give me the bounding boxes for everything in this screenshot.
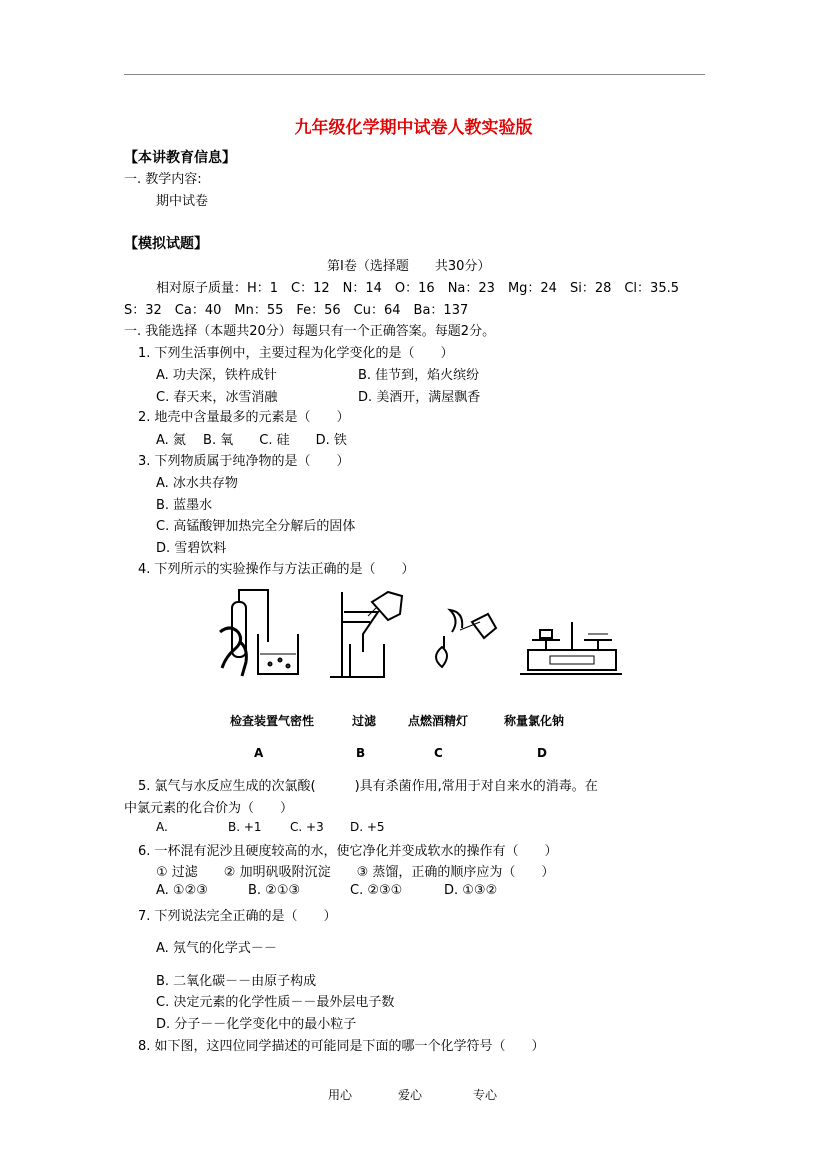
q8-stem: 8. 如下图，这四位同学描述的可能同是下面的哪一个化学符号（ ） bbox=[138, 1039, 545, 1054]
footer-text-3: 专心 bbox=[473, 1088, 498, 1102]
q4-stem: 4. 下列所示的实验操作与方法正确的是（ ） bbox=[138, 562, 415, 577]
q6-stem: 6. 一杯混有泥沙且硬度较高的水，使它净化并变成软水的操作有（ ） bbox=[138, 844, 558, 859]
q1-option-b: B. 佳节到，焰火缤纷 bbox=[358, 368, 480, 383]
section-heading-info: 【本讲教育信息】 bbox=[124, 150, 236, 166]
q4-letter-a: A bbox=[254, 746, 264, 760]
q6-steps: ① 过滤 ② 加明矾吸附沉淀 ③ 蒸馏，正确的顺序应为（ ） bbox=[156, 865, 555, 880]
q4-letter-b: B bbox=[356, 746, 366, 760]
q7-option-d: D. 分子－－化学变化中的最小粒子 bbox=[156, 1017, 357, 1032]
filtration-illustration bbox=[330, 592, 402, 677]
q1-option-a: A. 功夫深，铁杵成针 bbox=[156, 368, 277, 383]
q2-stem: 2. 地壳中含量最多的元素是（ ） bbox=[138, 410, 350, 425]
airtightness-check-illustration bbox=[220, 590, 298, 676]
paper-part-heading: 第Ⅰ卷（选择题 共30分） bbox=[327, 259, 491, 274]
q6-option-a: A. ①②③ bbox=[156, 883, 208, 898]
balance-illustration bbox=[520, 622, 622, 674]
q1-option-d: D. 美酒开，满屋飘香 bbox=[358, 390, 481, 405]
teaching-content-label: 一. 教学内容: bbox=[124, 172, 202, 187]
q3-option-d: D. 雪碧饮料 bbox=[156, 541, 227, 556]
q4-caption-a: 检查装置气密性 bbox=[230, 714, 315, 728]
footer-text-1: 用心 bbox=[328, 1088, 353, 1102]
q5-option-c: C. +3 bbox=[290, 820, 324, 834]
atomic-mass-line2: S：32 Ca：40 Mn：55 Fe：56 Cu：64 Ba：137 bbox=[124, 303, 469, 318]
q4-caption-b: 过滤 bbox=[352, 714, 377, 728]
q4-letter-c: C bbox=[434, 746, 443, 760]
q4-letter-d: D bbox=[537, 746, 547, 760]
q2-options: A. 氮 B. 氧 C. 硅 D. 铁 bbox=[156, 433, 347, 448]
q3-option-a: A. 冰水共存物 bbox=[156, 476, 238, 491]
alcohol-lamp-illustration bbox=[436, 610, 496, 667]
q6-option-d: D. ①③② bbox=[444, 883, 498, 898]
header-rule bbox=[124, 74, 705, 75]
q7-option-b: B. 二氧化碳－－由原子构成 bbox=[156, 974, 317, 989]
q5-stem: 5. 氯气与水反应生成的次氯酸( )具有杀菌作用,常用于对自来水的消毒。在 bbox=[138, 779, 598, 794]
section-heading-exam: 【模拟试题】 bbox=[124, 236, 208, 252]
q7-stem: 7. 下列说法完全正确的是（ ） bbox=[138, 909, 337, 924]
q7-option-c: C. 决定元素的化学性质－－最外层电子数 bbox=[156, 995, 395, 1010]
lab-apparatus-figure bbox=[210, 582, 630, 762]
q5-option-a: A. bbox=[156, 820, 168, 834]
q1-option-c: C. 春天来，冰雪消融 bbox=[156, 390, 278, 405]
q5-option-b: B. +1 bbox=[228, 820, 262, 834]
teaching-content-value: 期中试卷 bbox=[156, 194, 209, 209]
instruction-text: 一. 我能选择（本题共20分）每题只有一个正确答案。每题2分。 bbox=[124, 324, 496, 339]
q3-option-b: B. 蓝墨水 bbox=[156, 498, 213, 513]
q3-stem: 3. 下列物质属于纯净物的是（ ） bbox=[138, 454, 350, 469]
q7-option-a: A. 氖气的化学式－－ bbox=[156, 941, 277, 956]
q4-caption-d: 称量氯化钠 bbox=[504, 714, 565, 728]
q5-option-d: D. +5 bbox=[350, 820, 385, 834]
page-title: 九年级化学期中试卷人教实验版 bbox=[294, 118, 533, 138]
q6-option-b: B. ②①③ bbox=[248, 883, 301, 898]
q4-caption-c: 点燃酒精灯 bbox=[408, 714, 469, 728]
q5-stem-cont: 中氯元素的化合价为（ ） bbox=[124, 801, 294, 816]
atomic-mass-line1: 相对原子质量：H：1 C：12 N：14 O：16 Na：23 Mg：24 Si：28 Cl：35.5 bbox=[156, 281, 679, 296]
q3-option-c: C. 高锰酸钾加热完全分解后的固体 bbox=[156, 519, 356, 534]
q6-option-c: C. ②③① bbox=[350, 883, 403, 898]
q1-stem: 1. 下列生活事例中，主要过程为化学变化的是（ ） bbox=[138, 346, 454, 361]
footer-text-2: 爱心 bbox=[398, 1088, 423, 1102]
